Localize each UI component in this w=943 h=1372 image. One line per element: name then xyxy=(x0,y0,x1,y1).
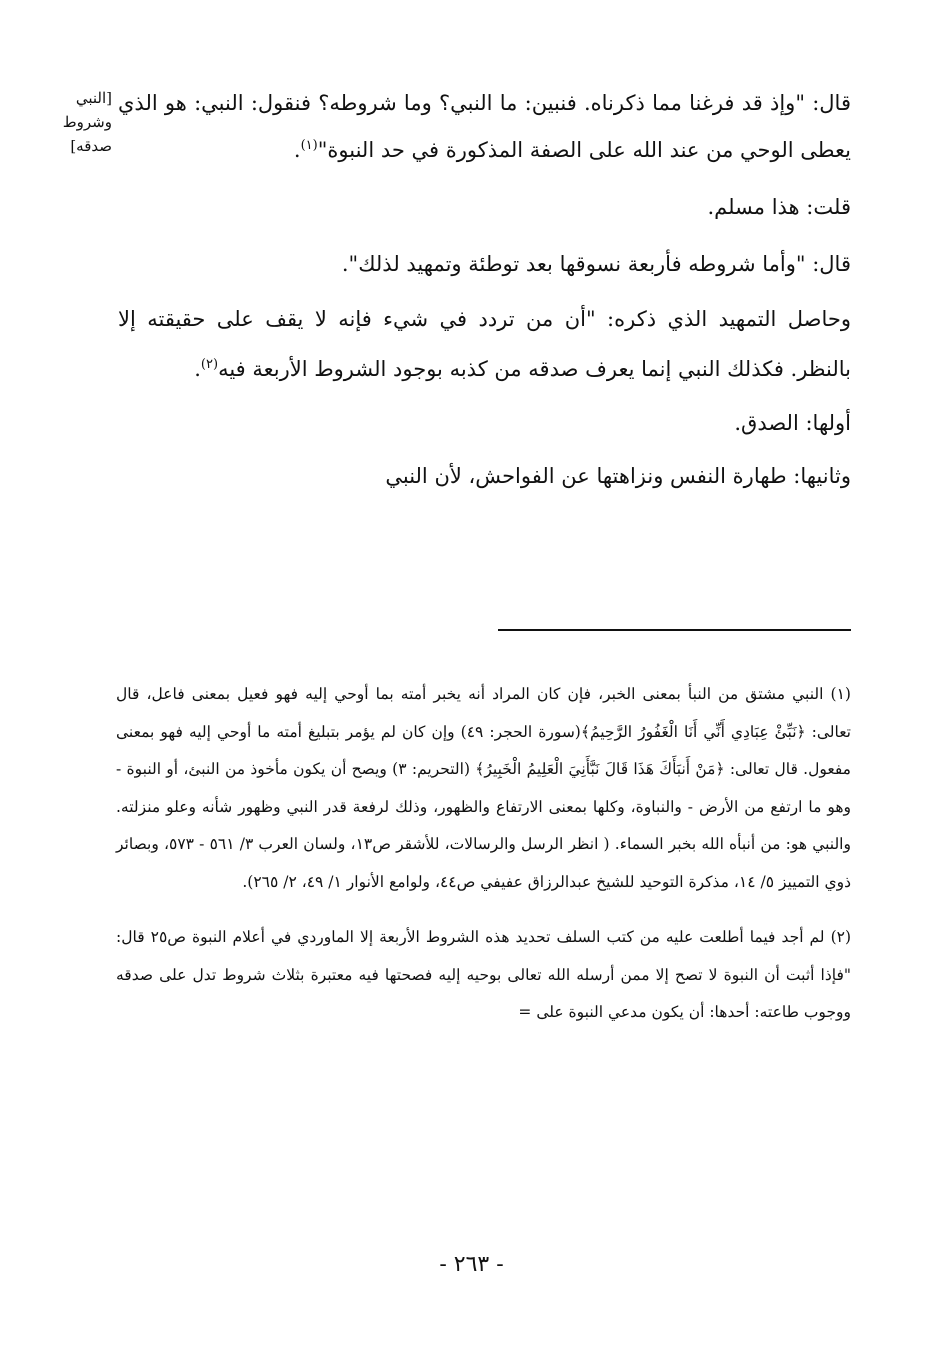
footnote-number: (١) xyxy=(830,685,851,703)
footnote-text: النبي مشتق من النبأ بمعنى الخبر، فإن كان المراد أنه يخبر أمته بما أوحي إليه فهو فعيل بمعنى فاعل، قال تعالى: ﴿نَبِّئْ عِبَادِي أَنِّي أَنَا الْغَفُورُ الرَّحِيمُ﴾(سورة الحجر: ٤٩) وإن كان لم يؤمر بتبليغ أمته ما أوحي إليه فهو بمعنى مفعول. قال تعالى: ﴿مَنْ أَنبَأَكَ هَذَا قَالَ نَبَّأَنِيَ الْعَلِيمُ الْخَبِيرُ﴾ (التحريم: ٣) ويصح أن يكون مأخوذ من النبئ، أو النبوة - وهو ما ارتفع من الأرض - والنباوة، وكلها بمعنى الارتفاع والظهور، وذلك لرفعة قدر النبي وظهور شأنه وعلو منزلته. والنبي هو: من أنبأه الله بخبر السماء. ( انظر الرسل والرسالات، للأشقر ص١٣، ولسان العرب ٣/ ٥٦١ - ٥٧٣، وبصائر ذوي التمييز ٥/ ١٤، مذكرة التوحيد للشيخ عبدالرزاق عفيفي ص٤٤، ولوامع الأنوار ١/ ٤٩، ٢/ ٢٦٥). xyxy=(116,685,851,891)
footnote-divider xyxy=(498,629,851,631)
paragraph-2: قلت: هذا مسلم. xyxy=(707,195,851,219)
footnote-2 xyxy=(116,919,851,1032)
main-text xyxy=(118,80,851,500)
footnote-ref-2[interactable]: (٢) xyxy=(200,357,219,372)
margin-note: [النبي وشروط صدقه] xyxy=(62,89,112,155)
footnotes xyxy=(116,676,851,1032)
paragraph-1 xyxy=(118,80,851,174)
paragraph-1-text: قال: "وإذ قد فرغنا مما ذكرناه. فنبين: ما النبي؟ وما شروطه؟ فنقول: النبي: هو الذي يعطى الوحي من عند الله على الصفة المذكورة في حد النبوة" xyxy=(118,91,851,162)
footnote-number: (٢) xyxy=(830,928,852,946)
paragraph-4-end: . xyxy=(194,357,201,381)
paragraph-6: وثانيها: طهارة النفس ونزاهتها عن الفواحش، لأن النبي xyxy=(385,464,851,488)
paragraph-5: أولها: الصدق. xyxy=(734,411,851,435)
paragraph-3: قال: "وأما شروطه فأربعة نسوقها بعد توطئة وتمهيد لذلك". xyxy=(341,252,851,276)
paragraph-1-end: . xyxy=(293,138,301,162)
footnote-1 xyxy=(116,676,851,901)
paragraph-4-text: وحاصل التمهيد الذي ذكره: "أن من تردد في شيء فإنه لا يقف على حقيقته إلا بالنظر. فكذلك النبي إنما يعرف صدقه من كذبه بوجود الشروط الأربعة فيه xyxy=(118,307,851,381)
page-number: - ٢٦٣ - xyxy=(439,1252,504,1277)
paragraph-4 xyxy=(118,294,851,394)
footnote-text: لم أجد فيما أطلعت عليه من كتب السلف تحديد هذه الشروط الأربعة إلا الماوردي في أعلام النبوة ص٢٥ قال: "فإذا أثبت أن النبوة لا تصح إلا ممن أرسله الله تعالى بوحيه إليه فصحتها فيه معتبرة بثلاث شروط تدل على صدقه ووجوب طاعته: أحدها: أن يكون مدعي النبوة على = xyxy=(116,928,851,1021)
footnote-ref-1[interactable]: (١) xyxy=(300,138,318,153)
